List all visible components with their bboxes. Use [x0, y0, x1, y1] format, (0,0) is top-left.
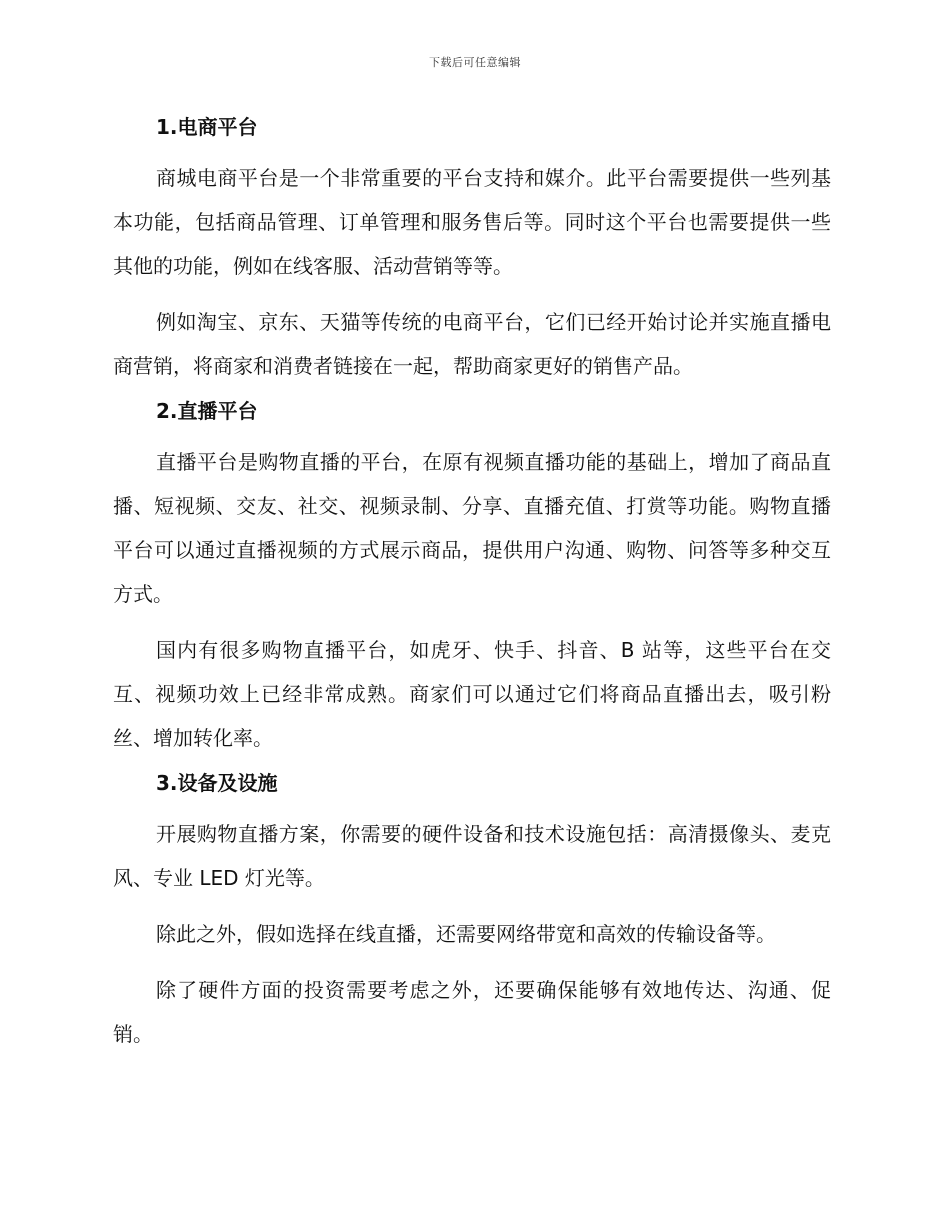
paragraph: 例如淘宝、京东、天猫等传统的电商平台，它们已经开始讨论并实施直播电商营销，将商家和消费者链接在一起，帮助商家更好的销售产品。: [113, 310, 831, 378]
paragraph: 除此之外，假如选择在线直播，还需要网络带宽和高效的传输设备等。: [156, 922, 776, 946]
page-header: 下载后可任意编辑: [429, 56, 521, 69]
section-heading: 2.直播平台: [156, 399, 258, 423]
section-heading: 1.电商平台: [156, 115, 258, 139]
section-heading: 3.设备及设施: [156, 771, 278, 795]
paragraph: 国内有很多购物直播平台，如虎牙、快手、抖音、B 站等，这些平台在交互、视频功效上已经非常成熟。商家们可以通过它们将商品直播出去，吸引粉丝、增加转化率。: [113, 638, 831, 750]
paragraph: 直播平台是购物直播的平台，在原有视频直播功能的基础上，增加了商品直播、短视频、交友、社交、视频录制、分享、直播充值、打赏等功能。购物直播平台可以通过直播视频的方式展示商品，提供用户沟通、购物、问答等多种交互方式。: [113, 450, 831, 606]
paragraph: 商城电商平台是一个非常重要的平台支持和媒介。此平台需要提供一些列基本功能，包括商品管理、订单管理和服务售后等。同时这个平台也需要提供一些其他的功能，例如在线客服、活动营销等等。: [113, 166, 831, 278]
paragraph: 开展购物直播方案，你需要的硬件设备和技术设施包括：高清摄像头、麦克风、专业 LED 灯光等。: [113, 822, 831, 890]
paragraph: 除了硬件方面的投资需要考虑之外，还要确保能够有效地传达、沟通、促销。: [113, 978, 831, 1046]
document-body: [113, 112, 831, 1056]
